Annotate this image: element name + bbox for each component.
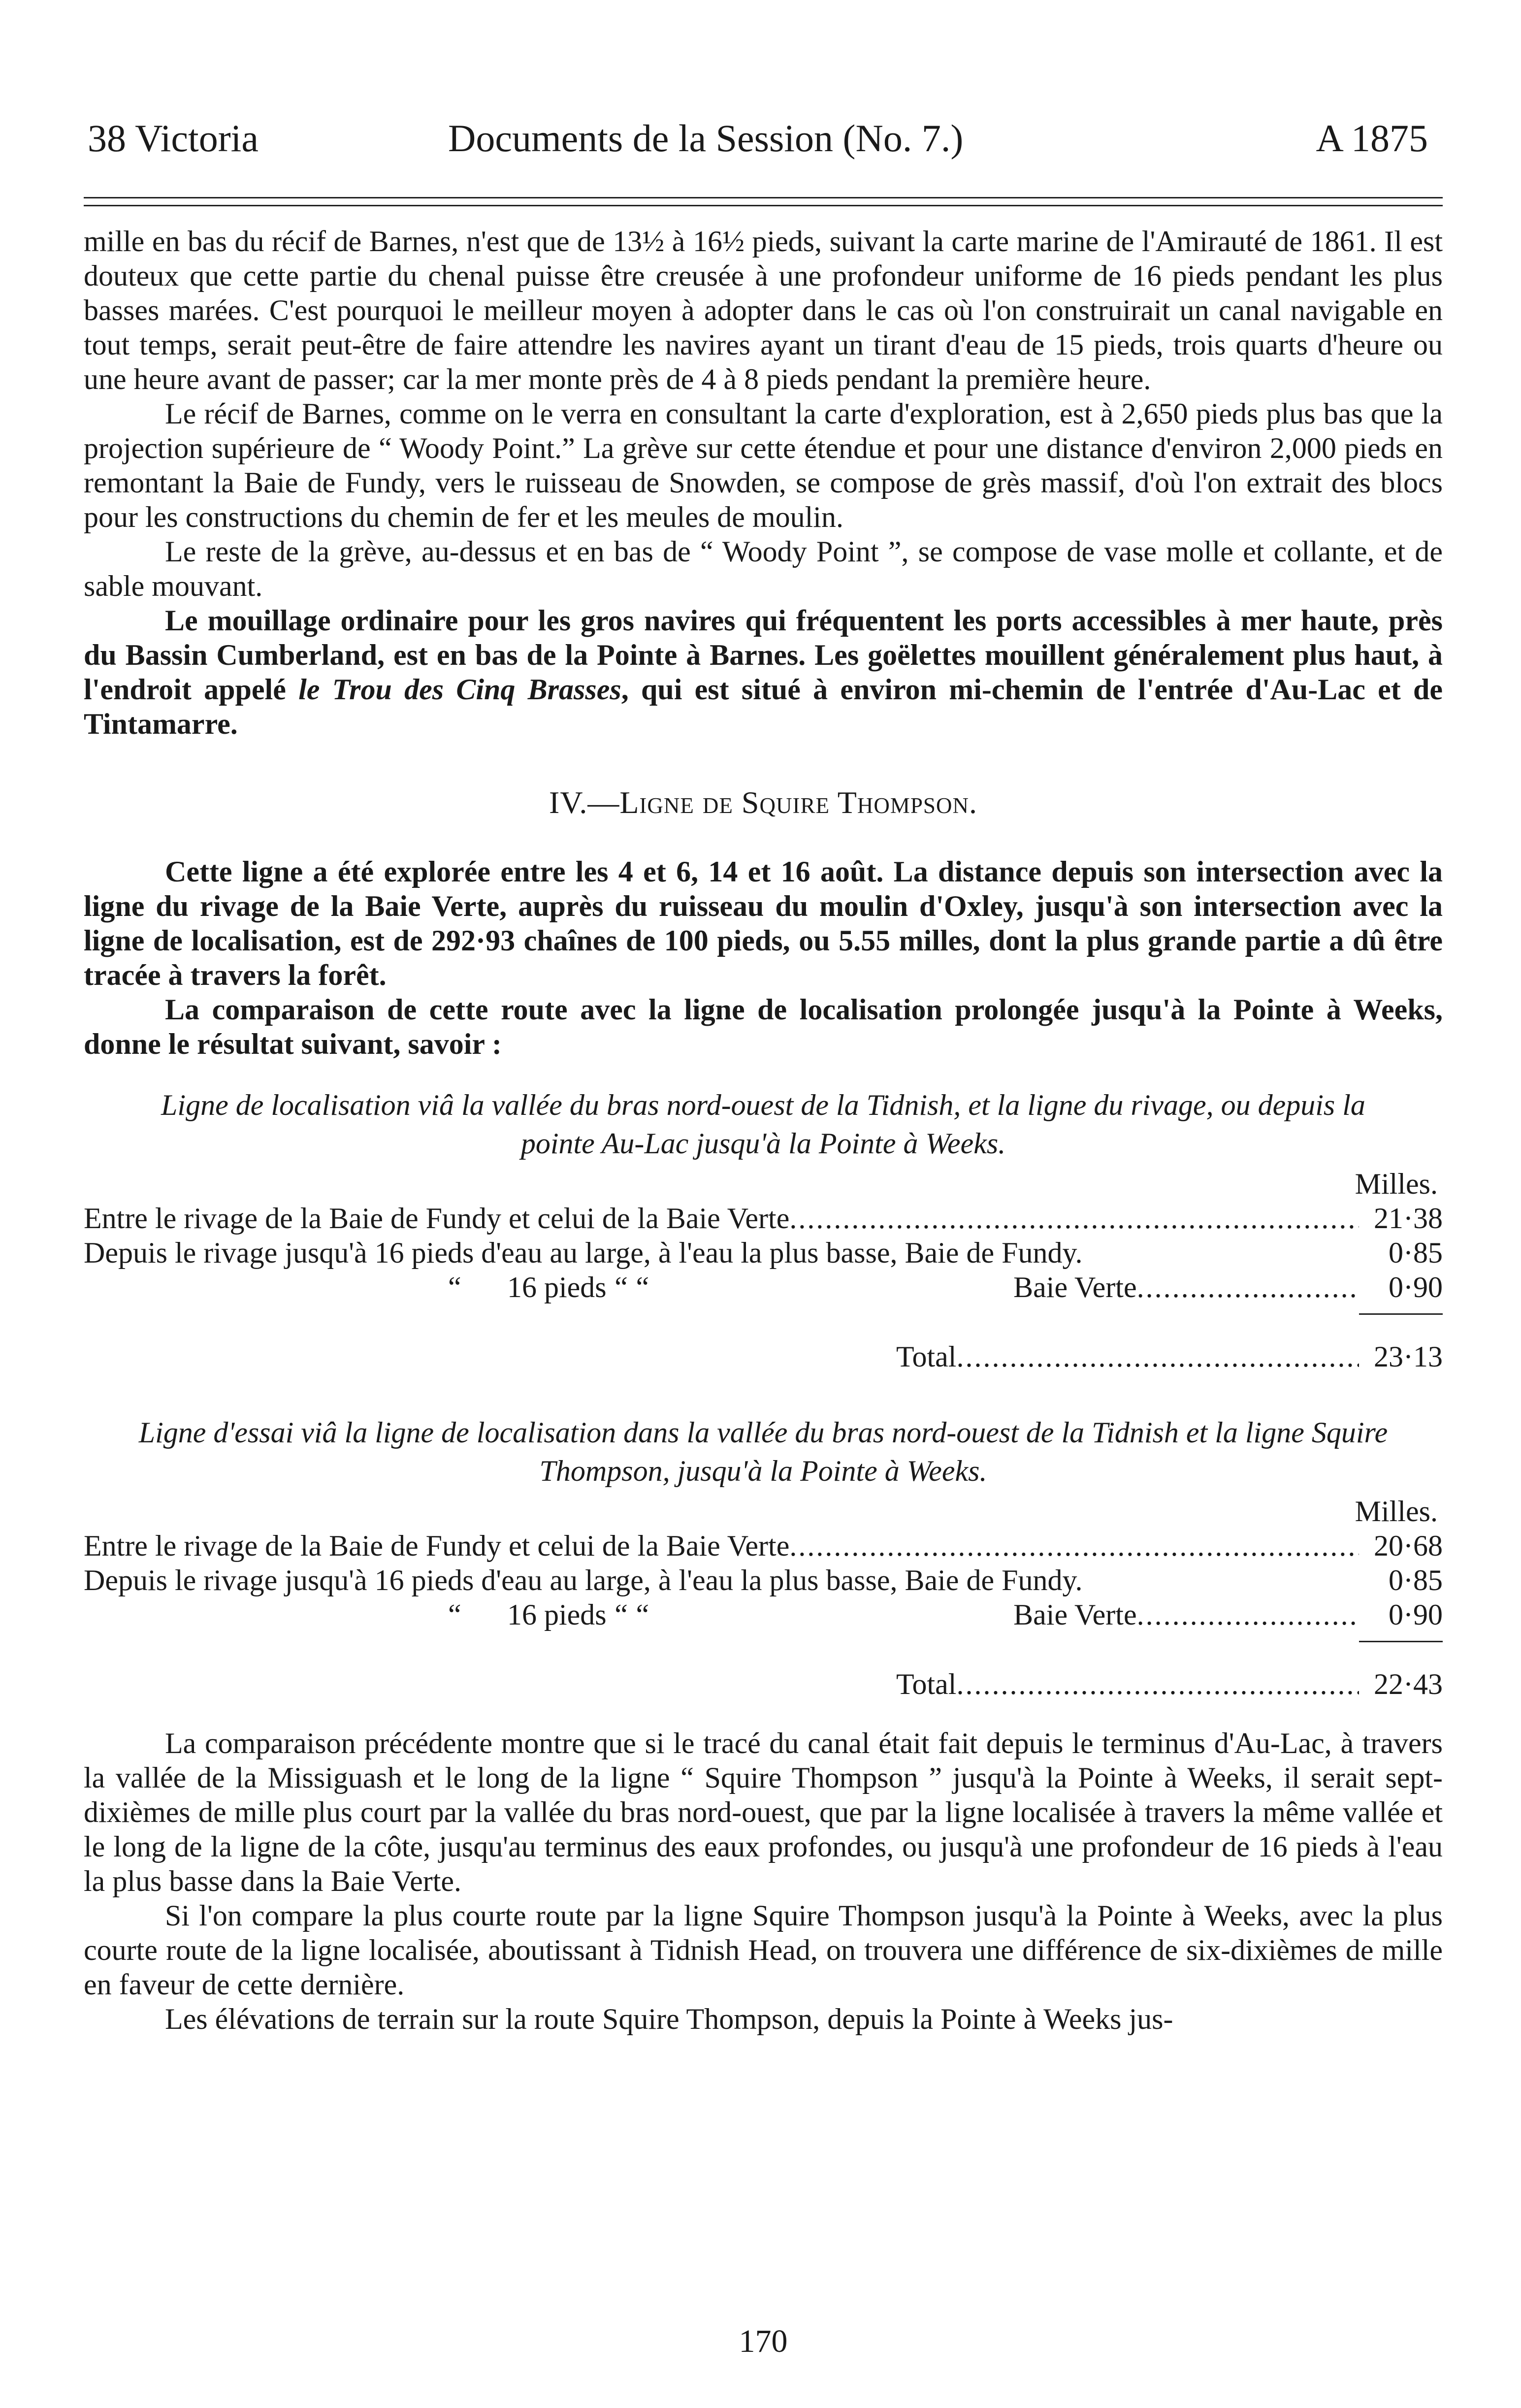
dot-leader [1137,1270,1359,1304]
total-value: 22·43 [1374,1668,1443,1700]
row-value: 0·85 [1389,1564,1443,1596]
paragraph: Cette ligne a été explorée entre les 4 et 6, 14 et 16 août. La distance depuis son intersection avec la ligne du rivage de la Baie Verte, auprès du ruisseau du moulin d'Oxley, jusqu'à son intersection avec la ligne de localisation, est de 292·93 chaînes de 100 pieds, ou 5.55 milles, dont la plus grande partie a dû être tracée à travers la forêt. [84,855,1443,991]
row-value: 20·68 [1374,1529,1443,1562]
table1-unit: Milles. [1355,1168,1438,1200]
paragraph: Si l'on compare la plus courte route par la ligne Squire Thompson jusqu'à la Pointe à Weeks, avec la plus courte route de la ligne localisée, aboutissant à Tidnish Head, on trouvera une différence de six-dixièmes de mille en faveur de cette dernière. [84,1899,1443,2001]
table1 [84,1167,1443,1374]
row-value: 21·38 [1374,1202,1443,1235]
table2-unit: Milles. [1355,1495,1438,1528]
dot-leader [956,1339,1359,1374]
table-row [84,1201,1443,1236]
dot-leader [789,1529,1359,1563]
row-value: 0·90 [1389,1598,1443,1631]
header-rule-bottom [84,205,1443,206]
table-row [84,1270,1443,1304]
row-label: Entre le rivage de la Baie de Fundy et celui de la Baie Verte [84,1529,790,1562]
ditto-mark: “ [448,1271,461,1303]
paragraph: Les élévations de terrain sur la route Squire Thompson, depuis la Pointe à Weeks jus- [165,2003,1173,2035]
dot-leader [1137,1597,1359,1632]
header-volume: 38 Victoria [88,117,259,160]
dot-leader [789,1201,1359,1236]
running-header [84,116,1443,165]
row-place: Baie Verte [1013,1271,1137,1303]
table-row [84,1236,1443,1270]
paragraph-text: Le mouillage ordinaire pour les gros navires qui fréquentent les ports accessibles à mer haute, près du Bassin Cumberland, est en bas de la Pointe à Barnes. Les goëlettes mouillent généralement plus haut, à l'endroit appelé [84,604,1443,706]
paragraph: mille en bas du récif de Barnes, n'est que de 13½ à 16½ pieds, suivant la carte marine de l'Amirauté de 1861. Il est douteux que cette partie du chenal puisse être creusée à une profondeur uniforme de 16 pieds pendant les plus basses marées. C'est pourquoi le meilleur moyen à adopter dans le cas où l'on construirait un canal navigable en tout temps, serait peut-être de faire attendre les navires ayant un tirant d'eau de 15 pieds, trois quarts d'heure ou une heure avant de passer; car la mer monte près de 4 à 8 pieds pendant la première heure. [84,225,1443,395]
total-label: Total [896,1668,957,1700]
page-number: 170 [739,2323,788,2359]
ditto-mark: “ [636,1271,649,1303]
row-label: Depuis le rivage jusqu'à 16 pieds d'eau au large, à l'eau la plus basse, Baie de Fundy. [84,1237,1083,1269]
header-year: A 1875 [1316,117,1428,160]
table1-caption: Ligne de localisation viâ la vallée du bras nord-ouest de la Tidnish, et la ligne du rivage, ou depuis la pointe Au-Lac jusqu'à la Pointe à Weeks. [161,1089,1365,1160]
page-body [84,224,1443,2036]
table2-caption: Ligne d'essai viâ la ligne de localisation dans la vallée du bras nord-ouest de la Tidnish et la ligne Squire Thompson, jusqu'à la Pointe à Weeks. [138,1416,1388,1487]
table-row [84,1529,1443,1563]
table2 [84,1494,1443,1701]
row-label: Depuis le rivage jusqu'à 16 pieds d'eau au large, à l'eau la plus basse, Baie de Fundy. [84,1564,1083,1596]
total-row [84,1667,1443,1701]
sum-rule [1359,1313,1443,1315]
paragraph: La comparaison précédente montre que si le tracé du canal était fait depuis le terminus d'Au-Lac, à travers la vallée de la Missiguash et le long de la ligne “ Squire Thompson ” jusqu'à la Pointe à Weeks, il serait sept-dixièmes de mille plus court par la vallée du bras nord-ouest, que par la ligne localisée à travers la même vallée et le long de la ligne de la côte, jusqu'au terminus des eaux profondes, ou jusqu'à une profondeur de 16 pieds à l'eau la plus basse dans la Baie Verte. [84,1727,1443,1897]
paragraph: Le récif de Barnes, comme on le verra en consultant la carte d'exploration, est à 2,650 pieds plus bas que la projection supérieure de “ Woody Point.” La grève sur cette étendue et pour une distance d'environ 2,000 pieds en remontant la Baie de Fundy, vers le ruisseau de Snowden, se compose de grès massif, d'où l'on extrait des blocs pour les constructions du chemin de fer et les meules de moulin. [84,397,1443,533]
ditto-mark: “ [448,1598,461,1631]
row-label: 16 pieds [507,1271,607,1303]
paragraph-text: , qui est situé à environ mi-chemin de l'entrée d'Au-Lac et de Tintamarre. [84,673,1443,740]
table-row [84,1597,1443,1632]
paragraph [84,603,1443,741]
ditto-mark: “ [615,1598,628,1631]
ditto-mark: “ [636,1598,649,1631]
section-title: IV.—Ligne de Squire Thompson. [549,785,977,820]
table-row [84,1563,1443,1597]
row-label: Entre le rivage de la Baie de Fundy et celui de la Baie Verte [84,1202,790,1235]
total-label: Total [896,1340,957,1373]
paragraph-emphasis: le Trou des Cinq Brasses [298,673,621,706]
paragraph: La comparaison de cette route avec la ligne de localisation prolongée jusqu'à la Pointe à Weeks, donne le résultat suivant, savoir : [84,993,1443,1060]
row-place: Baie Verte [1013,1598,1137,1631]
dot-leader [956,1667,1359,1701]
total-value: 23·13 [1374,1340,1443,1373]
row-value: 0·85 [1389,1237,1443,1269]
row-label: 16 pieds [507,1598,607,1631]
sum-rule [1359,1641,1443,1642]
total-row [84,1339,1443,1374]
row-value: 0·90 [1389,1271,1443,1303]
paragraph: Le reste de la grève, au-dessus et en bas de “ Woody Point ”, se compose de vase molle et collante, et de sable mouvant. [84,535,1443,602]
ditto-mark: “ [615,1271,628,1303]
header-title: Documents de la Session (No. 7.) [448,117,964,160]
header-rule-top [84,197,1443,198]
